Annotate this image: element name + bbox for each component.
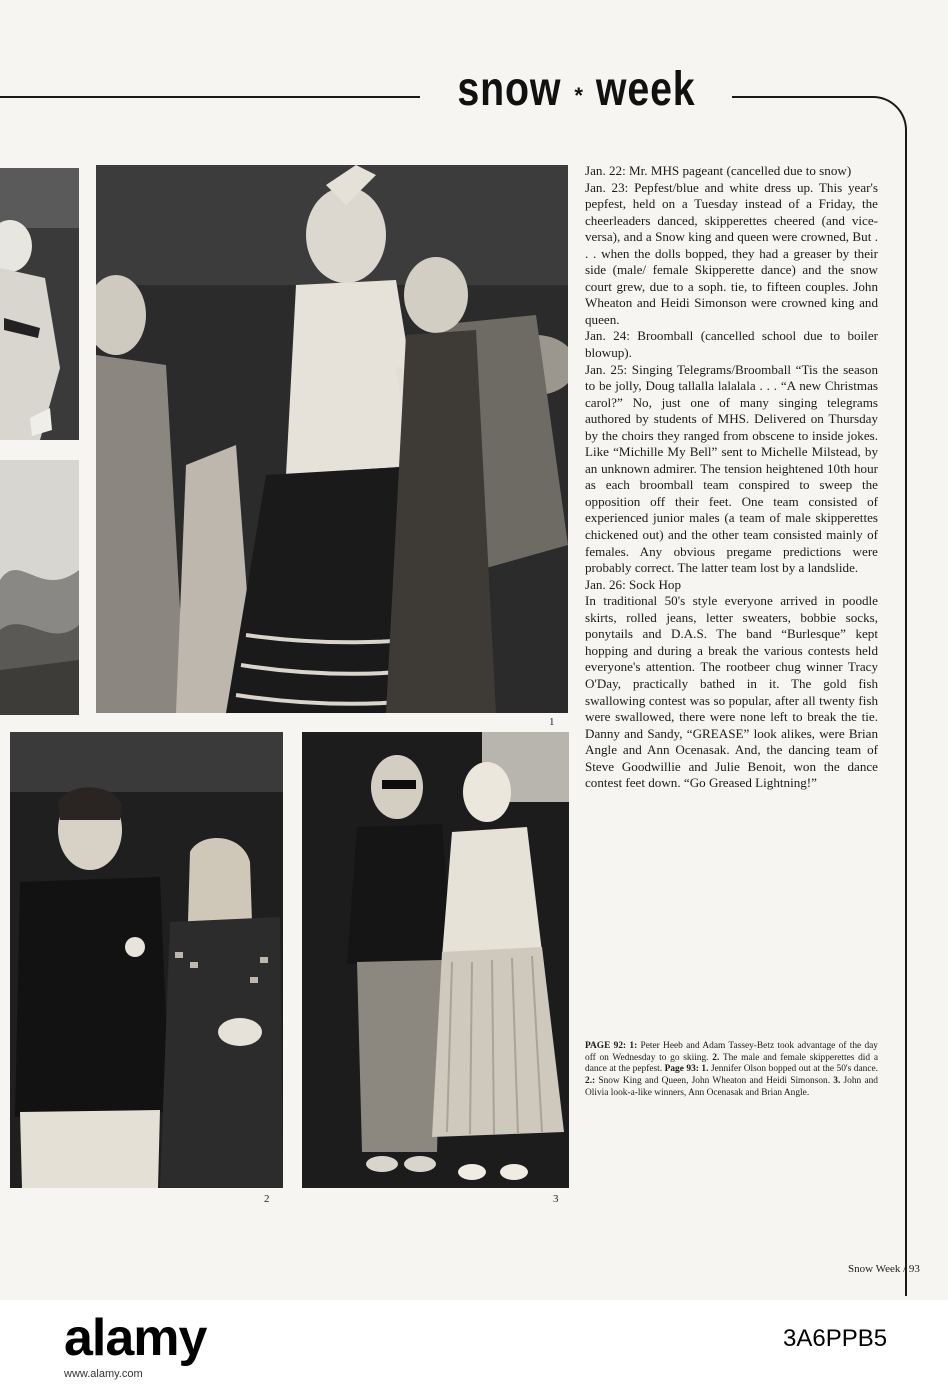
caption-text: Snow King and Queen, John Wheaton and Heidi Simonson. — [595, 1076, 834, 1087]
photo-number-2: 2 — [264, 1193, 270, 1205]
photo-left-bottom — [0, 460, 79, 715]
caption-label: PAGE 92: 1: — [585, 1041, 638, 1051]
image-id: 3A6PPB5 — [783, 1325, 888, 1352]
dance-scene-graphic — [96, 165, 568, 713]
caption-label: Page 93: 1. — [664, 1064, 709, 1075]
page-title — [420, 50, 732, 128]
photo-captions — [585, 1041, 878, 1100]
photo-grease-lookalikes — [302, 732, 569, 1188]
caption-label: 3. — [833, 1076, 841, 1087]
entry-jan-22: Jan. 22: Mr. MHS pageant (cancelled due to snow) — [585, 163, 852, 178]
header-rule-left — [0, 96, 430, 98]
grease-couple-graphic — [302, 732, 569, 1188]
caption-text: Jennifer Olson bopped out at the 50's dance. — [708, 1064, 878, 1075]
photo-number-3: 3 — [553, 1193, 559, 1205]
entry-jan-26-heading: Jan. 26: Sock Hop — [585, 576, 682, 592]
caption-text: The male and female skipperettes did a dance at the pepfest. — [585, 1052, 878, 1075]
star-icon: * — [574, 83, 583, 108]
caption-text: John and Olivia look-a-like winners, Ann Ocenasak and Brian Angle. — [585, 1076, 878, 1098]
caption-label: 2.: — [585, 1076, 596, 1087]
article-body — [585, 163, 878, 792]
alamy-logo: alamy — [64, 1309, 207, 1367]
photo-number-1: 1 — [549, 716, 555, 728]
snow-landscape-graphic — [0, 460, 79, 715]
title-word-week: week — [595, 62, 696, 116]
page-folio: Snow Week / 93 — [848, 1263, 920, 1275]
alamy-url: www.alamy.com — [64, 1368, 143, 1380]
entry-jan-24: Jan. 24: Broomball (cancelled school due to boiler blowup). — [585, 328, 878, 361]
title-word-snow: snow — [457, 62, 561, 116]
caption-text: Peter Heeb and Adam Tassey-Betz took advantage of the day off on Wednesday to go skiing. — [585, 1041, 878, 1063]
couple-graphic — [10, 732, 283, 1188]
entry-jan-26-body: In traditional 50's style everyone arrived in poodle skirts, rolled jeans, letter sweaters, bobbie socks, ponytails and D.A.S. The band “Burlesque” kept hopping and during a break the various contests held everyone's attention. The rootbeer chug winner Tracy O'Day, practically bathed in it. The gold fish swallowing contest was so popular, after all twenty fish were swallowed, there were none left to break the tie. Danny and Sandy, “GREASE” look alikes, were Brian Angle and Ann Ocenasak. And, the dancing team of Steve Goodwillie and Julie Benoit, won the dance contest feet down. “Go Greased Lightning!” — [585, 593, 878, 791]
photo-snow-king-queen — [10, 732, 283, 1188]
photo-left-top — [0, 168, 79, 440]
caption-label: 2. — [712, 1052, 720, 1063]
entry-jan-25: Jan. 25: Singing Telegrams/Broomball “Tis the season to be jolly, Doug tallalla lalalala . . . “A new Christmas carol?” No, just one of many singing telegrams authored by students of MHS. Delivered on Thursday by the choirs they ranged from obscene to inside jokes. Like “Michille My Bell” sent to Michelle Milstead, by an unknown admirer. The tension heightened 10th hour as each broomball team conspired to sweep the opposition off their feet. One team consisted of experienced junior males (a team of male skipperettes chickened out) and the other team consisted mainly of females. Any obvious pregame predictions were probably correct. The latter team lost by a landslide. — [585, 361, 878, 576]
entry-jan-23: Jan. 23: Pepfest/blue and white dress up. This year's pepfest, held on a Tuesday instead of a Friday, the cheerleaders danced, skipperettes cheered (and vice-versa), and a Snow king and queen were crowned, But . . . when the dolls bopped, they had a greaser by their side (male/ female Skipperette dance) and the snow court grew, due to a soph. tie, to fifteen couples. John Wheaton and Heidi Simonson were crowned king and queen. — [585, 179, 878, 327]
photo-pepfest-dance — [96, 165, 568, 713]
skier-figure-graphic — [0, 168, 79, 440]
